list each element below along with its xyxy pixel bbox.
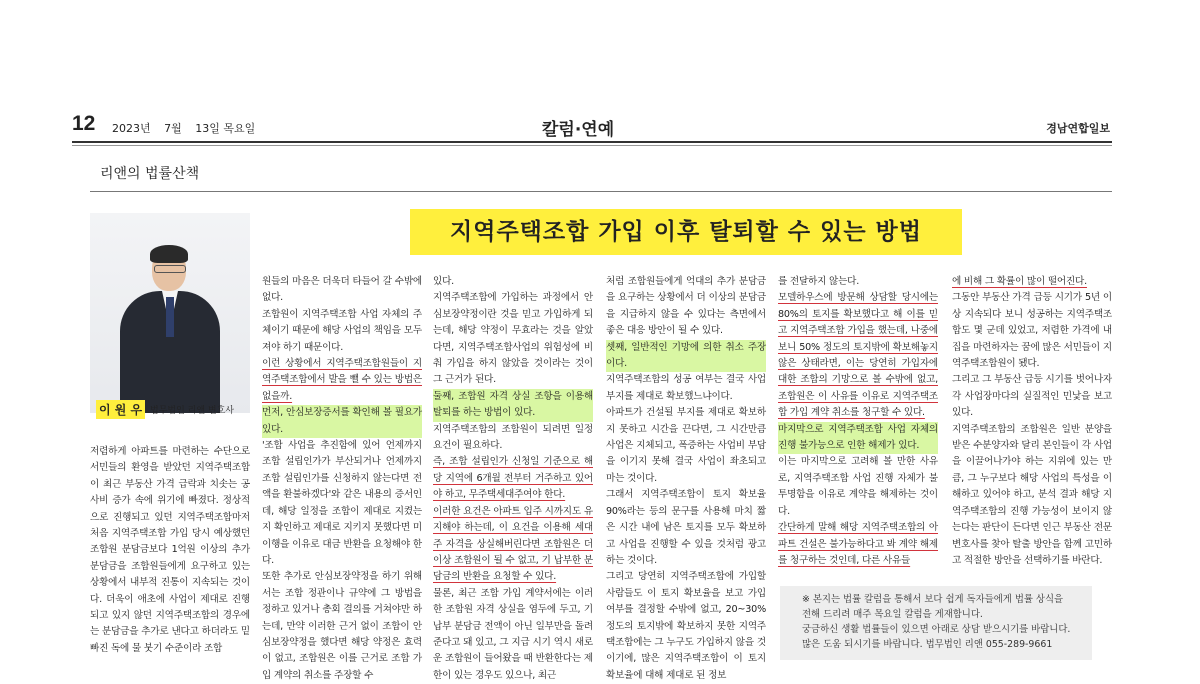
article-headline: 지역주택조합 가입 이후 탈퇴할 수 있는 방법 bbox=[410, 209, 962, 255]
notice-line: 궁금하신 생활 법률들이 있으면 아래로 상담 받으시기를 바랍니다. bbox=[802, 624, 1071, 635]
author-affiliation: 법무법인 리앤 변호사 bbox=[150, 406, 234, 416]
page-number: 12 bbox=[72, 112, 96, 135]
paragraph: 처럼 조합원들에게 억대의 추가 분담금을 요구하는 상황에서 더 이상의 분담금을 지급하지 않을 수 있다는 측면에서 좋은 대응 방안이 될 수 있다. bbox=[606, 276, 766, 337]
article-column-2 bbox=[262, 274, 422, 684]
paragraph: 지역주택조합의 조합원은 일반 분양을 받은 수분양자와 달리 본인들이 각 사업을 이끌어나가야 하는 지위에 있는 만큼, 그 누구보다 해당 사업의 특성을 이해하고 있어야 하고, 분석 결과 해당 지역주택조합의 진행 가능성이 보이지 않는다는 판단이 든다면 인근 부동산 전문 변호사를 찾아 탈출 방안을 함께 고민하고 적절한 방안을 선택하기를 바란다. bbox=[952, 423, 1112, 566]
paragraph: 아파트가 건설될 부지를 제대로 확보하지 못하고 시간을 끈다면, 그 시간만큼 사업은 지체되고, 폭증하는 사업비 부담을 이기지 못해 결국 사업이 좌초되고 마는 것이다. bbox=[606, 407, 766, 484]
author-caption bbox=[90, 400, 250, 420]
paragraph: 원들의 마음은 더욱더 타들어 갈 수밖에 없다. bbox=[262, 276, 422, 304]
notice-line: 전해 드리려 매주 목요일 칼럼을 게재합니다. bbox=[802, 609, 983, 620]
section-title: 칼럼·연예 bbox=[542, 120, 615, 140]
author-photo bbox=[90, 213, 250, 413]
article-column-3 bbox=[433, 274, 593, 684]
issue-year: 2023년 bbox=[112, 122, 151, 135]
page-header bbox=[72, 112, 1112, 142]
paragraph: 그래서 지역주택조합이 토지 확보율 90%라는 등의 문구를 사용해 마치 짧은 시간 내에 남은 토지를 모두 확보하고 사업을 진행할 수 있을 것처럼 광고하는 것이다. bbox=[606, 489, 766, 566]
paragraph-underlined: 간단하게 말해 해당 지역주택조합의 아파트 건설은 불가능하다고 봐 계약 해제를 청구하는 것인데, 다른 사유들 bbox=[778, 522, 938, 566]
paragraph: 지역주택조합의 조합원이 되려면 일정 요건이 필요하다. bbox=[433, 423, 593, 452]
notice-line: ※ 본지는 법률 칼럼을 통해서 보다 쉽게 독자들에게 법률 상식을 bbox=[802, 594, 1064, 605]
issue-month: 7월 bbox=[164, 122, 182, 135]
issue-day: 13일 목요일 bbox=[195, 122, 256, 135]
paragraph-underlined: 즉, 조합 설립인가 신청일 기준으로 해당 지역에 6개월 전부터 거주하고 있어야 하고, 무주택세대주여야 한다. bbox=[433, 456, 593, 501]
article-column-4 bbox=[606, 274, 766, 684]
article-column-6 bbox=[952, 274, 1112, 569]
paragraph-underlined: 이런 상황에서 지역주택조합원들이 지역주택조합에서 발을 뺄 수 있는 방법은 없을까. bbox=[262, 358, 422, 402]
column-notice-box bbox=[780, 586, 1092, 660]
notice-line: 많은 도움 되시기를 바랍니다. 법무법인 리앤 055-289-9661 bbox=[802, 639, 1053, 650]
author-name: 이 원 우 bbox=[96, 400, 145, 419]
paragraph: 지역주택조합에 가입하는 과정에서 안심보장약정이란 것을 믿고 가입하게 되는데, 해당 약정이 무효라는 것을 알았다면, 지역주택조합사업의 위험성에 비춰 가입을 하지 않았을 것이라는 것이 그 근거가 된다. bbox=[433, 292, 593, 386]
paragraph-highlight: 먼저, 안심보장증서를 확인해 볼 필요가 있다. bbox=[262, 405, 422, 438]
paragraph-highlight: 둘째, 조합원 자격 상실 조항을 이용해 탈퇴를 하는 방법이 있다. bbox=[433, 389, 593, 422]
header-rule bbox=[72, 141, 1112, 143]
paragraph: 또한 추가로 안심보장약정을 하기 위해서는 조합 정관이나 규약에 그 방법을 정하고 있거나 총회 결의를 거쳐야만 하는데, 만약 이러한 근거 없이 조합이 안심보장약정을 했다면 해당 약정은 효력이 없고, 조합원은 이를 근거로 조합 가입 계약의 취소를 주장할 수 bbox=[262, 571, 422, 681]
paragraph: 그리고 당연히 지역주택조합에 가입할 사람들도 이 토지 확보율을 보고 가입 여부를 결정할 수밖에 없고, 20~30% 정도의 토지밖에 확보하지 못한 지역주택조합에는 그 누구도 가입하지 않을 것이기에, 많은 지역주택조합이 이 토지 확보율에 대해 제대로 된 정보 bbox=[606, 571, 766, 681]
paragraph-underlined: 이러한 요건은 아파트 입주 시까지도 유지해야 하는데, 이 요건을 이용해 세대주 자격을 상실해버린다면 조합원은 더 이상 조합원이 될 수 없고, 기 납부한 분담금의 반환을 요청할 수 있다. bbox=[433, 505, 593, 583]
paragraph: 물론, 최근 조합 가입 계약서에는 이러한 조합원 자격 상실을 염두에 두고, 기 납부 분담금 전액이 아닌 일부만을 돌려준다고 돼 있고, 그 지급 시기 역시 새로운 조합원이 들어왔을 때 반환한다는 제한이 있는 경우도 있으나, 최근 bbox=[433, 587, 593, 681]
paragraph-underlined: 에 비해 그 확률이 많이 떨어진다. bbox=[952, 276, 1087, 287]
column-rule bbox=[90, 191, 1112, 192]
article-column-1 bbox=[90, 444, 250, 657]
paragraph-highlight: 셋째, 일반적인 기망에 의한 취소 주장이다. bbox=[606, 340, 766, 373]
paragraph: 이는 마지막으로 고려해 볼 만한 사유로, 지역주택조합 사업 진행 자체가 불투명함을 이유로 계약을 해제하는 것이다. bbox=[778, 456, 938, 517]
paragraph: 그리고 그 부동산 급등 시기를 벗어나자 각 사업장마다의 실질적인 민낯을 보고 있다. bbox=[952, 374, 1112, 419]
newspaper-name: 경남연합일보 bbox=[1046, 122, 1110, 135]
article-column-5 bbox=[778, 274, 938, 569]
issue-date bbox=[112, 120, 265, 136]
header-rule-thin bbox=[72, 145, 1112, 146]
paragraph-underlined: 모델하우스에 방문해 상담할 당시에는 80%의 토지를 확보했다고 해 이를 믿고 지역주택조합 가입을 했는데, 나중에 보니 50% 정도의 토지밖에 확보해놓지 않은 상태라면, 이는 당연히 가입자에 대한 조합의 기망으로 볼 수밖에 없고, 조합원은 이 사유를 이유로 지역주택조합 가입 계약 취소를 청구할 수 있다. bbox=[778, 292, 938, 419]
paragraph: 조합원이 지역주택조합 사업 자체의 주체이기 때문에 해당 사업의 책임을 모두 져야 하기 때문이다. bbox=[262, 308, 422, 353]
column-name: 리앤의 법률산책 bbox=[100, 166, 200, 182]
paragraph: '조합 사업을 추진함에 있어 언제까지 조합 설립인가가 부산되거나 언제까지 조합 설립인가를 신청하지 않는다면 전액을 환불하겠다'와 같은 내용의 증서인데, 해당 일정을 조합이 제대로 지켰는지 확인하고 제대로 지키지 못했다면 미이행을 이유로 대금 반환을 요청해야 한다. bbox=[262, 440, 422, 566]
paragraph: 그동안 부동산 가격 급등 시기가 5년 이상 지속되다 보니 성공하는 지역주택조합도 몇 군데 있었고, 저렴한 가격에 내 집을 마련하자는 꿈에 많은 서민들이 지역주택조합원이 됐다. bbox=[952, 292, 1112, 370]
paragraph: 저렴하게 아파트를 마련하는 수단으로 서민들의 환영을 받았던 지역주택조합이 최근 부동산 가격 급락과 치솟는 공사비 증가 속에 위기에 빠졌다. 정상적으로 진행되고 있던 지역주택조합마저 처음 지역주택조합 가입 당시 예상했던 조합원 분담금보다 1억원 이상의 추가 분담금을 조합원들에게 요구하고 있는 상황에서 내부적 진통이 지속되는 것이다. 더욱이 애초에 사업이 제대로 진행되고 있지 않던 지역주택조합의 경우에는 분담금을 추가로 낸다고 하더라도 밑 빠진 독에 물 붓기 수준이라 조합 bbox=[90, 446, 250, 654]
paragraph: 있다. bbox=[433, 276, 454, 287]
paragraph-highlight: 마지막으로 지역주택조합 사업 자체의 진행 불가능으로 인한 해제가 있다. bbox=[778, 422, 938, 455]
paragraph: 를 전달하지 않는다. bbox=[778, 276, 860, 287]
paragraph: 지역주택조합의 성공 여부는 결국 사업 부지를 제대로 확보했느냐이다. bbox=[606, 374, 766, 402]
